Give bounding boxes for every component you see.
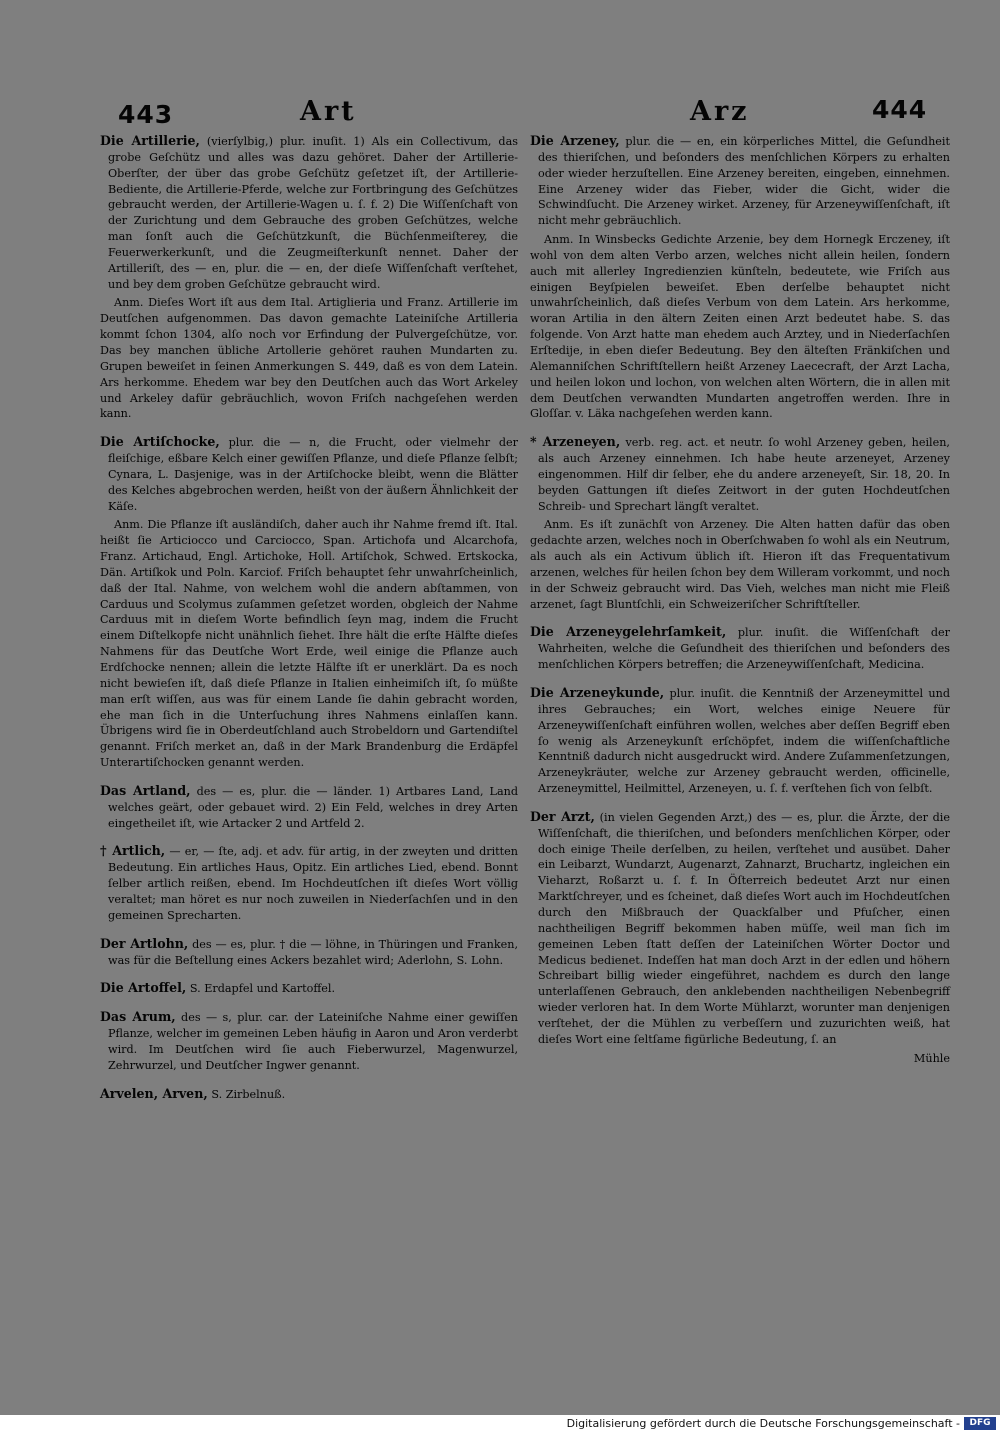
dictionary-entry bbox=[530, 624, 950, 673]
entry-text: (in vielen Gegenden Arzt,) des — es, plur. die Ärzte, der die Wiſſenſchaft, die thieriſchen, und beſonders menſchlichen Körper, oder doch einige Theile derſelben, zu heilen, verſtehet und ausübet. Daher ein Leibarzt, Wundarzt, Augenarzt, Zahnarzt, Bruchartz, ingleichen ein Vieharzt, Roßarzt u. ſ. f. In Öſterreich bedeutet Arzt nur einen Marktſchreyer, und es ſcheinet, daß dieſes Wort auch im Hochdeutſchen durch den Mißbrauch der Quackſalber und Pfuſcher, einen nachtheiligen Begriff bekommen haben müſſe, weil man ſich im gemeinen Leben ſtatt deſſen der Lateiniſchen Wörter Doctor und Medicus bedienet. Indeſſen hat man doch Arzt in der edlen und höhern Schreibart billig wieder eingeführet, nachdem es durch den lange unterlaſſenen Gebrauch, den anklebenden nachtheiligen Nebenbegriff wieder verloren hat. In dem Worte Mühlarzt, worunter man denjenigen verſtehet, der die Mühlen zu verbeſſern und zuzurichten weiß, hat dieſes Wort eine ſeltſame figürliche Bedeutung, ſ. an bbox=[538, 810, 951, 1046]
entry-annotation: Anm. Es iſt zunächſt von Arzeney. Die Alten hatten dafür das oben gedachte arzen, welches noch in Oberſchwaben ſo wohl als ein Neutrum, als auch als ein Activum üblich iſt. Hieron iſt das Frequentativum arzenen, welches für heilen ſchon bey dem Willeram vorkommt, und noch in der Schweiz gebraucht wird. Das Vieh, welches man nicht mie Fleiß arzenet, ſagt Bluntſchli, ein Schweizeriſcher Schriftſteller. bbox=[530, 518, 950, 611]
footer-credit: Digitalisierung gefördert durch die Deutsche Forschungsgemeinschaft - bbox=[566, 1417, 960, 1430]
entry-headword: Der Arzt, bbox=[530, 808, 595, 824]
entry-annotation: Anm. In Winsbecks Gedichte Arzenie, bey dem Hornegk Erczeney, iſt wohl von dem alten Verbo arzen, welches nicht allein heilen, ſondern auch mit allerley Ingredienzien künſteln, bedeutete, wie Friſch aus einigen Beyſpielen beweiſet. Eben derſelbe behauptet nicht unwahrſcheinlich, daß dieſes Verbum von dem Latein. Ars herkomme, woran Artilia in den ältern Zeiten einen Arzt bedeutet habe. S. das folgende. Von Arzt hatte man ehedem auch Arztey, und in Niederſachſen Erſtedije, in eben dieſer Bedeutung. Bey den älteſten Fränkiſchen und Alemanniſchen Schriftſtellern heißt Arzeney Laececraft, der Arzt Lacha, und heilen lokon und lochon, von welchen alten Wörtern, die in allen mit dem Deutſchen verwandten Mundarten angetroffen werden. Ihre in Gloſſar. v. Läka nachgeſehen werden kann. bbox=[530, 233, 950, 421]
entry-headword: Die Artillerie, bbox=[100, 133, 200, 148]
left-column bbox=[100, 133, 518, 1105]
entry-headword: Das Arum, bbox=[100, 1009, 176, 1025]
dictionary-entry bbox=[530, 133, 950, 229]
entry-headword: Die Arzeneygelehrſamkeit, bbox=[530, 624, 727, 640]
entry-text: des — es, plur. † die — löhne, in Thüringen und Franken, was für die Beſtellung eines Ackers bezahlet wird; Aderlohn, S. Lohn. bbox=[108, 937, 518, 967]
dictionary-entry bbox=[100, 843, 518, 923]
entry-text: verb. reg. act. et neutr. ſo wohl Arzeney geben, heilen, als auch Arzeney einnehmen. Ich habe heute arzeneyet, Arzeney eingenommen. Hilf dir ſelber, ehe du andere arzeneyeſt, Sir. 18, 20. In beyden Gattungen iſt dieſes Zeitwort in der guten Hochdeutſchen Schreib- und Sprechart längſt veraltet. bbox=[538, 436, 950, 513]
entry-annotation: Anm. Dieſes Wort iſt aus dem Ital. Artiglieria und Franz. Artillerie im Deutſchen aufgenommen. Das davon gemachte Lateiniſche Artilleria kommt ſchon 1304, alſo noch vor Erfindung der Pulvergeſchütze, vor. Das bey manchen übliche Artollerie gehöret rauhen Mundarten zu. Grupen beweiſet in ſeinen Anmerkungen S. 449, daß es von dem Latein. Ars herkomme. Ehedem war bey den Deutſchen auch das Wort Arkeley und Arkeley dafür gebräuchlich, wovon Friſch nachgeſehen werden kann. bbox=[100, 296, 518, 421]
entry-headword: * Arzeneyen, bbox=[530, 434, 621, 450]
dictionary-entry bbox=[530, 434, 950, 514]
dictionary-entry bbox=[100, 133, 518, 292]
entry-text: plur. die — n, die Frucht, oder vielmehr der fleiſchige, eßbare Kelch einer gewiſſen Pflanze, und dieſe Pflanze ſelbſt; Cynara, L. Dasjenige, was in der Artiſchocke bleibt, wenn die Blätter des Kelches abgebrochen werden, heißt von der äußern Ähnlichkeit der Käſe. bbox=[108, 436, 519, 513]
entry-headword: Die Artoffel, bbox=[100, 980, 187, 996]
entry-text: S. Zirbelnuß. bbox=[211, 1087, 286, 1101]
dictionary-entry bbox=[100, 783, 518, 832]
dfg-logo: DFG bbox=[964, 1417, 996, 1430]
entry-headword: † Artlich, bbox=[100, 843, 166, 859]
dictionary-entry bbox=[100, 434, 518, 514]
dictionary-entry bbox=[100, 1009, 518, 1073]
dictionary-entry bbox=[100, 1086, 518, 1103]
entry-text: S. Erdapfel und Kartoffel. bbox=[189, 982, 336, 996]
dictionary-entry bbox=[530, 809, 950, 1048]
entry-text: (vierſylbig,) plur. inuſit. 1) Als ein Collectivum, das grobe Geſchütz und alles was dazu gehöret. Daher der Artillerie-Oberſter, der über das grobe Geſchütz geſetzet iſt, der Artillerie-Bediente, die Artillerie-Pferde, welche zur Fortbringung des Geſchützes gebraucht werden, der Artillerie-Wagen u. ſ. f. 2) Die Wiſſenſchaft von der Zurichtung und dem Gebrauche des groben Geſchützes, welche man ſonſt auch die Geſchützkunſt, die Büchſenmeiſterey, die Feuerwerkerkunſt, und die Zeugmeiſterkunſt nennet. Daher der Artilleriſt, des — en, plur. die — en, der dieſe Wiſſenſchaft verſtehet, und bey dem groben Geſchütze gebraucht wird. bbox=[108, 135, 519, 291]
entry-text: des — es, plur. die — länder. 1) Artbares Land, Land welches geärt, oder gebauet wird. 2) Ein Feld, welches in drey Arten eingetheilet iſt, wie Artacker 2 und Artfeld 2. bbox=[108, 784, 518, 830]
entry-text: — er, — ſte, adj. et adv. für artig, in der zweyten und dritten Bedeutung. Ein artliches Haus, Opitz. Ein artliches Lied, ebend. Bonnt ſelber artlich reißen, ebend. Im Hochdeutſchen iſt dieſes Wort völlig veraltet; man höret es nur noch zuweilen in Niederſachſen und in den gemeinen Sprecharten. bbox=[108, 845, 518, 922]
page-number-right: 444 bbox=[872, 95, 928, 124]
right-column bbox=[530, 133, 950, 1066]
entry-headword: Die Arzeneykunde, bbox=[530, 685, 665, 700]
running-head-left: Art bbox=[300, 96, 357, 127]
entry-text: des — s, plur. car. der Lateiniſche Nahme einer gewiſſen Pflanze, welcher im gemeinen Leben häufig in Aaron und Aron verderbt wird. Im Deutſchen wird ſie auch Fieberwurzel, Magenwurzel, Zehrwurzel, und Deutſcher Ingwer genannt. bbox=[108, 1011, 518, 1072]
entry-headword: Das Artland, bbox=[100, 782, 191, 798]
entry-text: plur. die — en, ein körperliches Mittel, die Geſundheit des thieriſchen, und beſonders des menſchlichen Körpers zu erhalten oder wieder herzuſtellen. Eine Arzeney bereiten, eingeben, einnehmen. Eine Arzeney wider das Fieber, wider die Gicht, wider die Schwindſucht. Die Arzeney wirket. Arzeney, für Arzeneywiſſenſchaft, iſt nicht mehr gebräuchlich. bbox=[538, 135, 950, 228]
page-number-left: 443 bbox=[118, 100, 174, 129]
dictionary-entry bbox=[100, 980, 518, 997]
dictionary-entry bbox=[530, 685, 950, 797]
entry-text: plur. inuſit. die Kenntniß der Arzeneymittel und ihres Gebrauches; ein Wort, welches einige Neuere für Arzeneywiſſenſchaft einführen wollen, welches aber deſſen Begriff eben ſo wenig als Arzeneykunſt erſchöpfet, indem die wiſſenſchaftliche Kenntniß dadurch nicht ausgedruckt wird. Andere Zuſammenſetzungen, Arzeneykräuter, welche zur Arzeney gebraucht werden, officinelle, Arzeneymittel, Heilmittel, Arzeneyen, u. ſ. f. verſtehen ſich von ſelbſt. bbox=[538, 687, 951, 796]
entry-headword: Arvelen, Arven, bbox=[100, 1085, 208, 1101]
entry-headword: Der Artlohn, bbox=[100, 935, 189, 951]
entry-annotation: Anm. Die Pflanze iſt ausländiſch, daher auch ihr Nahme fremd iſt. Ital. heißt ſie Articiocco und Carciocco, Span. Artichofa und Alcarchofa, Franz. Artichaud, Engl. Artichoke, Holl. Artiſchok, Schwed. Ertskocka, Dän. Artiſkok und Poln. Karciof. Friſch behauptet ſehr unwahrſcheinlich, daß der Ital. Nahme, von welchem wohl die andern abſtammen, von Carduus und Scolymus zuſammen geſetzet worden, obgleich der Nahme Carduus mit in dieſem Worte befindlich ſeyn mag, indem die Frucht einem Diſtelkopfe nicht unähnlich ſiehet. Ihre hält die erſte Hälfte dieſes Nahmens für das Deutſche Wort Erde, weil einige die Pflanze auch Erdſchocke nennen; allein die letzte Hälfte iſt er unerklärt. Da es noch nicht bewieſen iſt, daß dieſe Pflanze in Italien einheimiſch iſt, ſo müßte man erſt wiſſen, aus was für einem Lande ſie dahin gebracht worden, ehe man ſich in die Unterſuchung ihres Nahmens einlaſſen kann. Übrigens wird ſie in Oberdeutſchland auch Strobeldorn und Gartendiſtel genannt. Friſch merket an, daß in der Mark Brandenburg die Erdäpfel Unterartiſchocken genannt werden. bbox=[100, 518, 518, 770]
footer-bar bbox=[0, 1415, 1000, 1432]
running-head-right: Arz bbox=[690, 96, 750, 127]
entry-headword: Die Artiſchocke, bbox=[100, 434, 220, 450]
dictionary-entry bbox=[100, 936, 518, 969]
catchword: Mühle bbox=[913, 1051, 950, 1065]
entry-headword: Die Arzeney, bbox=[530, 133, 620, 148]
entry-text: plur. inuſit. die Wiſſenſchaft der Wahrheiten, welche die Geſundheit des thieriſchen und beſonders des menſchlichen Körpers betreffen; die Arzeneywiſſenſchaft, Medicina. bbox=[538, 626, 950, 672]
